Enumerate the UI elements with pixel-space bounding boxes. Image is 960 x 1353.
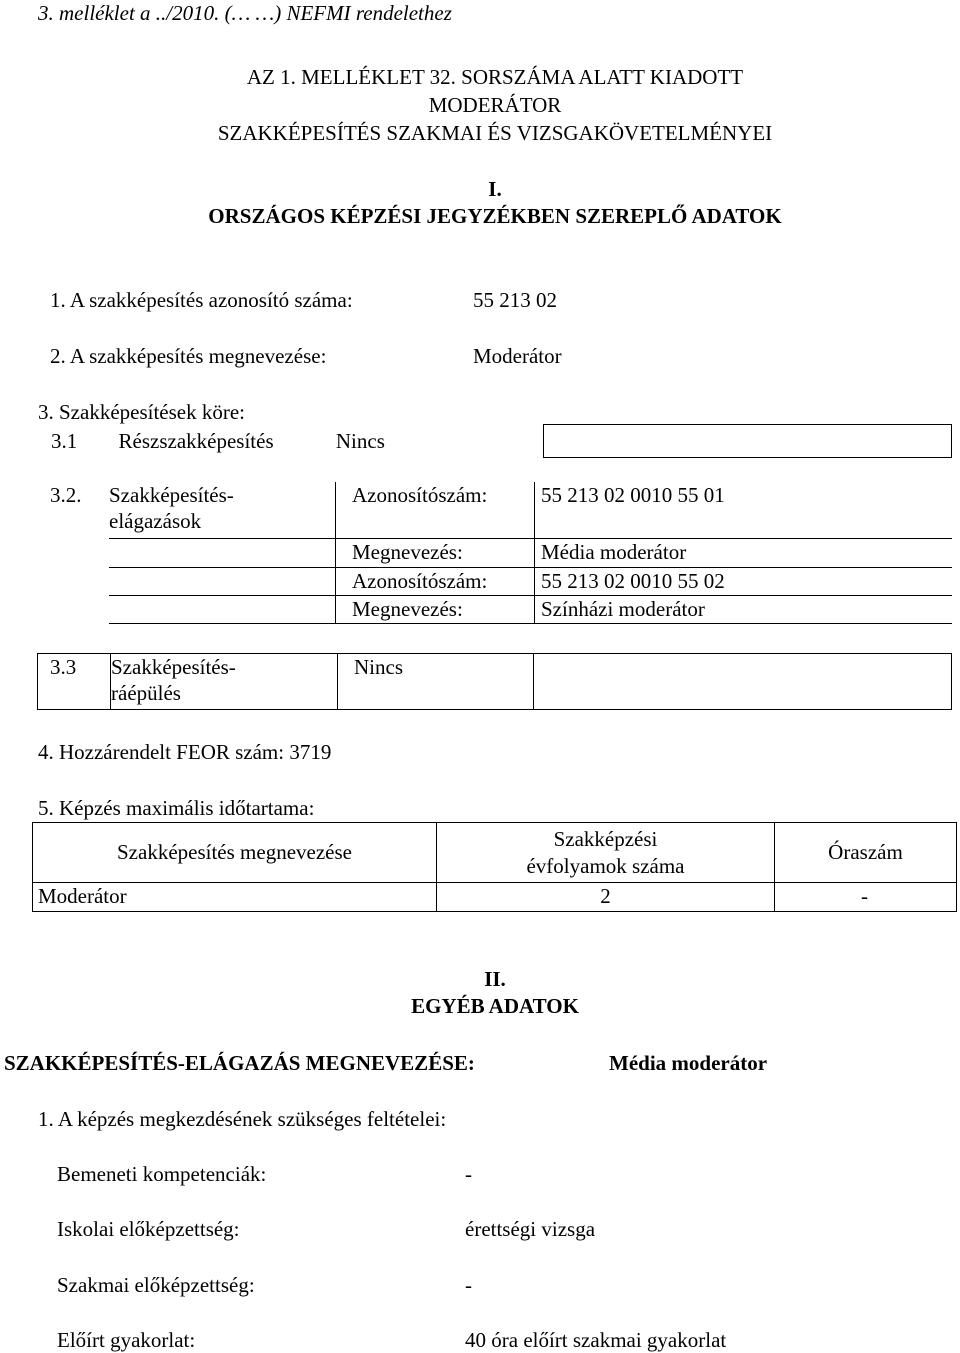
cell-3-3-empty [534, 654, 952, 710]
prereq-label-3: Előírt gyakorlat: [57, 1328, 196, 1352]
row-years-cell [437, 883, 775, 912]
section-2-roman: II. [484, 967, 506, 991]
title-line-2: MODERÁTOR [428, 93, 562, 117]
branch-key-2: Azonosítószám: [352, 568, 488, 593]
prereq-value-0: - [465, 1162, 472, 1186]
cell-empty [109, 538, 336, 567]
cell-3-3-num [38, 654, 111, 710]
cell-empty [37, 567, 109, 595]
cell-empty [109, 567, 336, 595]
header-years-line-1: Szakképzési [553, 827, 658, 852]
row-hours: - [861, 884, 868, 908]
header-hours-cell [775, 823, 957, 883]
branch-value: Média moderátor [609, 1051, 768, 1075]
header-years-cell [437, 823, 775, 883]
section-2-heading: EGYÉB ADATOK [411, 994, 579, 1018]
header-hours: Óraszám [828, 840, 903, 865]
item-3-2-label-line-1: Szakképesítés- [109, 483, 234, 507]
prereq-label-2: Szakmai előképzettség: [57, 1273, 255, 1297]
item-3-label: 3. Szakképesítések köre: [38, 400, 246, 424]
header-years-line-2: évfolyamok száma [526, 853, 685, 878]
table-3-2 [37, 482, 952, 624]
item-4: 4. Hozzárendelt FEOR szám: 3719 [38, 740, 332, 764]
branch-value-3: Színházi moderátor [541, 596, 705, 621]
section-1-heading: ORSZÁGOS KÉPZÉSI JEGYZÉKBEN SZEREPLŐ ADATOK [208, 204, 782, 228]
cell-3-2-key-0 [336, 482, 535, 538]
prereq-value-3: 40 óra előírt szakmai gyakorlat [465, 1328, 727, 1352]
cell-3-2-val-0 [535, 482, 953, 538]
cell-3-2-key-1 [336, 538, 535, 567]
header-name-cell [33, 823, 437, 883]
prereq-title: 1. A képzés megkezdésének szükséges feltételei: [38, 1107, 447, 1131]
item-3-1-num: 3.1 [51, 428, 78, 453]
title-line-3: SZAKKÉPESÍTÉS SZAKMAI ÉS VIZSGAKÖVETELMÉNYEI [217, 121, 773, 145]
prereq-value-2: - [465, 1273, 472, 1297]
item-3-1-value: Nincs [335, 428, 385, 453]
branch-key-0: Azonosítószám: [352, 483, 488, 507]
item-5: 5. Képzés maximális időtartama: [38, 796, 315, 820]
item-3-2-num: 3.2. [50, 483, 82, 507]
cell-3-2-val-3 [535, 595, 953, 623]
item-3-1-label: Részszakképesítés [118, 428, 274, 453]
row-hours-cell [775, 883, 957, 912]
cell-3-2-key-2 [336, 567, 535, 595]
branch-label: SZAKKÉPESÍTÉS-ELÁGAZÁS MEGNEVEZÉSE: [4, 1051, 475, 1075]
header-note: 3. melléklet a ../2010. (… …) NEFMI rendelethez [38, 1, 452, 25]
cell-3-1-right [544, 425, 952, 458]
item-1-label: 1. A szakképesítés azonosító száma: [50, 288, 353, 312]
section-1-roman: I. [488, 177, 502, 201]
item-3-2-label-line-2: elágazások [109, 509, 202, 534]
row-name-cell [33, 883, 437, 912]
header-name: Szakképesítés megnevezése [117, 840, 352, 865]
branch-value-1: Média moderátor [541, 539, 687, 564]
item-3-3-label-line-2: ráépülés [111, 681, 181, 706]
cell-3-2-label [109, 482, 336, 538]
branch-value-2: 55 213 02 0010 55 02 [541, 568, 725, 593]
row-name: Moderátor [38, 884, 127, 908]
item-1-value: 55 213 02 [473, 288, 557, 312]
duration-table [32, 822, 957, 912]
cell-empty [37, 595, 109, 623]
table-3-1 [37, 424, 952, 458]
cell-3-2-val-1 [535, 538, 953, 567]
item-2-value: Moderátor [473, 344, 562, 368]
item-3-3-num: 3.3 [50, 655, 77, 679]
prereq-label-1: Iskolai előképzettség: [57, 1217, 240, 1241]
branch-key-1: Megnevezés: [352, 539, 463, 564]
row-years: 2 [600, 884, 611, 908]
prereq-value-1: érettségi vizsga [465, 1217, 596, 1241]
cell-3-3-label [111, 654, 338, 710]
cell-empty [109, 595, 336, 623]
cell-3-2-num [37, 482, 109, 538]
item-2-label: 2. A szakképesítés megnevezése: [50, 344, 327, 368]
branch-value-0: 55 213 02 0010 55 01 [541, 483, 725, 507]
branch-key-3: Megnevezés: [352, 596, 463, 621]
cell-empty [37, 538, 109, 567]
cell-3-3-value [338, 654, 534, 710]
cell-3-1-left [37, 425, 544, 458]
title-line-1: AZ 1. MELLÉKLET 32. SORSZÁMA ALATT KIADOTT [246, 65, 744, 89]
prereq-label-0: Bemeneti kompetenciák: [57, 1162, 267, 1186]
item-3-3-label-line-1: Szakképesítés- [111, 655, 236, 679]
cell-3-2-val-2 [535, 567, 953, 595]
cell-3-2-key-3 [336, 595, 535, 623]
item-3-3-value: Nincs [354, 655, 403, 679]
table-3-3 [37, 653, 952, 710]
